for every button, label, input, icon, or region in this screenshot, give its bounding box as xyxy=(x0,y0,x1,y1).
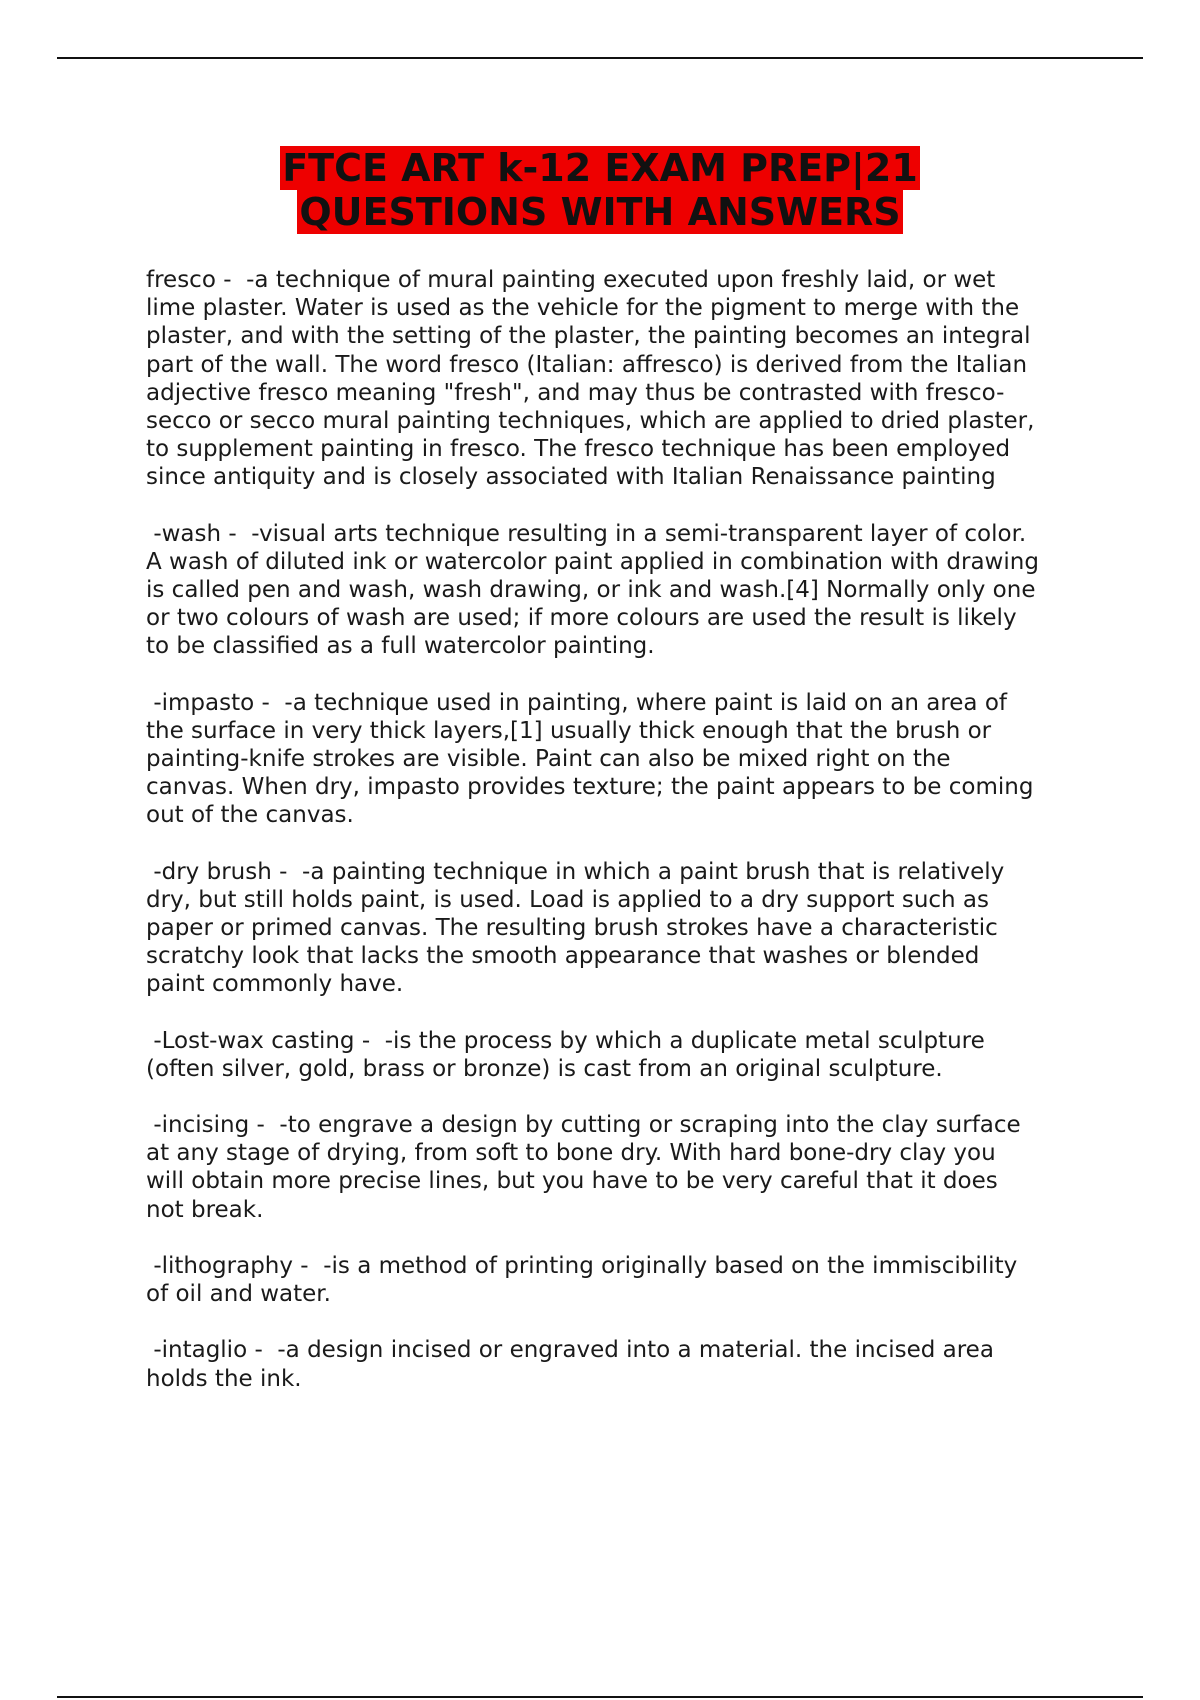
header-rule xyxy=(57,57,1143,59)
title-line-1: FTCE ART k-12 EXAM PREP|21 xyxy=(282,146,918,190)
entry-intaglio: -intaglio - -a design incised or engraved into a material. the incised area holds the ink. xyxy=(146,1337,994,1392)
entry-wash: -wash - -visual arts technique resulting in a semi-transparent layer of color. A wash of diluted ink or watercolor paint applied in combination with drawing is called pen and wash, wash drawing, or ink and wash.[4] Normally only one or two colours of wash are used; if more colours are used the result is likely to be classified as a full watercolor painting. xyxy=(146,520,1039,660)
entry-lithography: -lithography - -is a method of printing originally based on the immiscibility of oil and water. xyxy=(146,1252,1018,1308)
title-line-2: QUESTIONS WITH ANSWERS xyxy=(299,190,901,234)
document-body xyxy=(146,266,1086,1421)
entry-impasto: -impasto - -a technique used in painting, where paint is laid on an area of the surface in very thick layers,[1] usually thick enough that the brush or painting-knife strokes are visible. Paint can also be mixed right on the canvas. When dry, impasto provides texture; the paint appears to be coming out of the canvas. xyxy=(146,689,1034,829)
entry-incising: -incising - -to engrave a design by cutting or scraping into the clay surface at any stage of drying, from soft to bone dry. With hard bone-dry clay you will obtain more precise lines, but you have to be very careful that it does not break. xyxy=(146,1112,1021,1223)
footer-rule xyxy=(57,1696,1143,1698)
entry-fresco: fresco - -a technique of mural painting executed upon freshly laid, or wet lime plaster. Water is used as the vehicle for the pigment to merge with the plaster, and with the setting of the plaster, the painting becomes an integral part of the wall. The word fresco (Italian: affresco) is derived from the Italian adjective fresco meaning "fresh", and may thus be contrasted with fresco- secco or secco mural painting techniques, which are applied to dried plaster, to supplement painting in fresco. The fresco technique has been employed since antiquity and is closely associated with Italian Renaissance painting xyxy=(146,267,1035,491)
entry-dry-brush: -dry brush - -a painting technique in which a paint brush that is relatively dry, but still holds paint, is used. Load is applied to a dry support such as paper or primed canvas. The resulting brush strokes have a characteristic scratchy look that lacks the smooth appearance that washes or blended paint commonly have. xyxy=(146,858,1005,998)
page-title xyxy=(0,146,1200,234)
entry-lost-wax-casting: -Lost-wax casting - -is the process by which a duplicate metal sculpture (often silver, gold, brass or bronze) is cast from an original sculpture. xyxy=(146,1027,985,1082)
